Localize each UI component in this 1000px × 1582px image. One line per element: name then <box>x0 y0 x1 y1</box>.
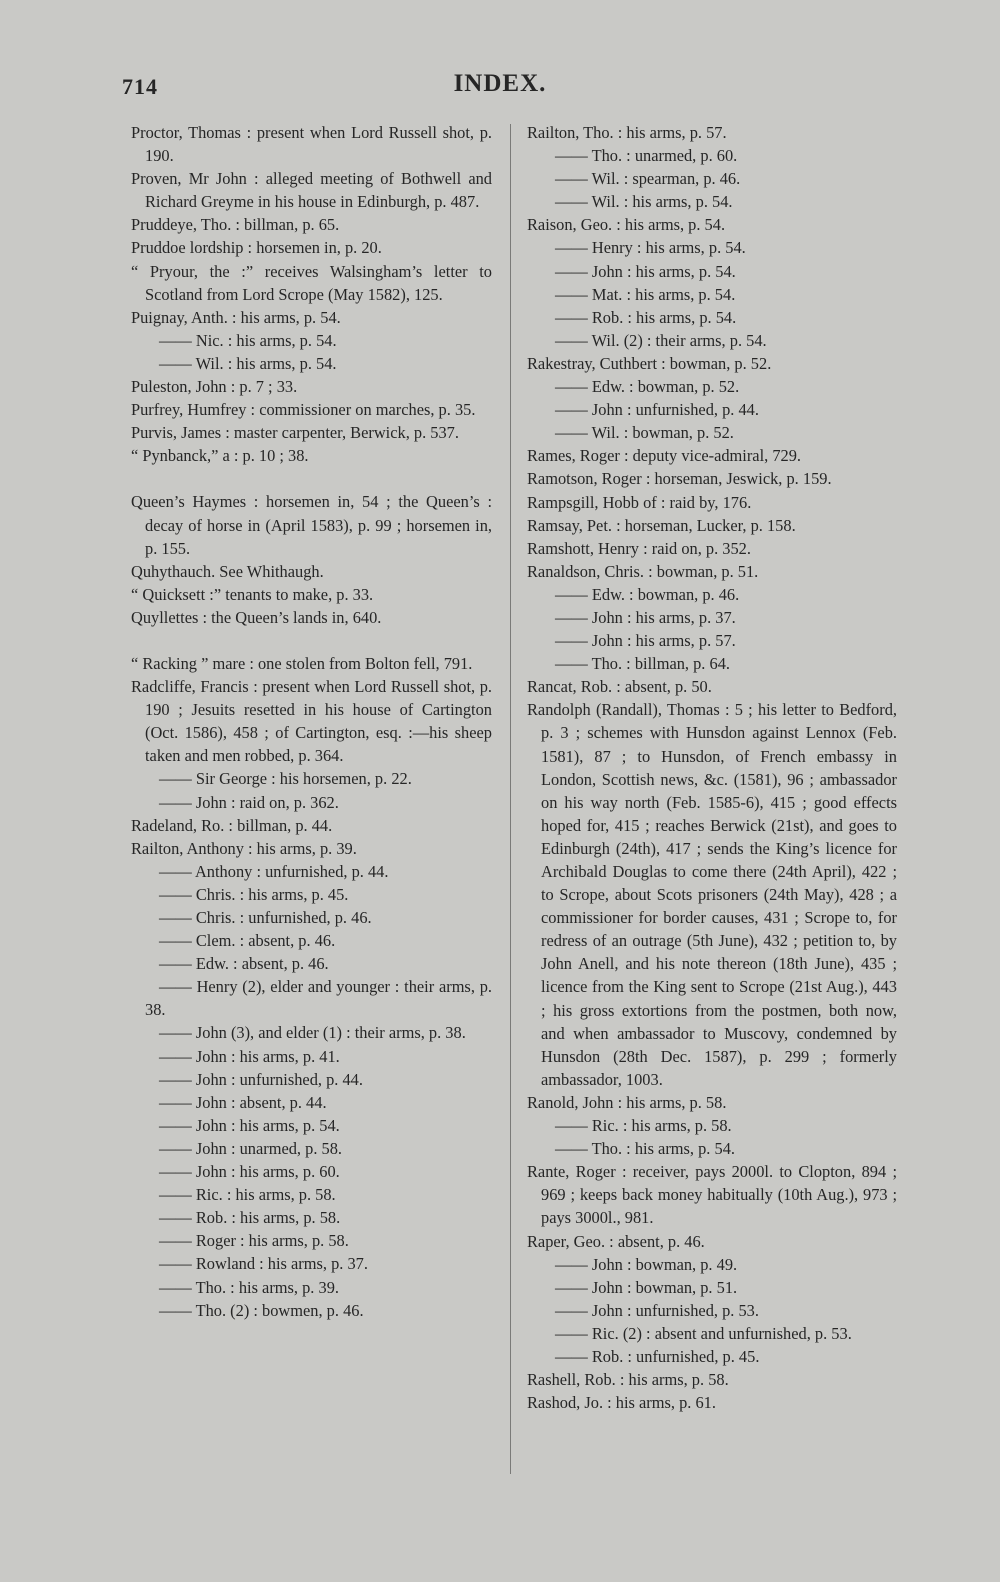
index-subentry: —— Rob. : his arms, p. 58. <box>159 1208 341 1228</box>
index-subentry: —— Edw. : bowman, p. 46. <box>555 584 740 604</box>
index-subentry: —— John : raid on, p. 362. <box>159 792 339 812</box>
index-entry: Quyllettes : the Queen’s lands in, 640. <box>131 607 382 627</box>
index-entry: Railton, Tho. : his arms, p. 57. <box>527 123 727 142</box>
index-entry: Pruddeye, Tho. : billman, p. 65. <box>131 215 340 235</box>
index-entry: Randolph (Randall), Thomas : 5 ; his letter to Bedford, p. 3 ; schemes with Hunsdon against Lennox (Feb. 1581), 87 ; to Hunsdon, of French embassy in London, Scottish news, &c. (1581), 96 ; ambassador on his way north (Feb. 1585-6), 415 ; good effects hoped for, 415 ; reaches Berwick (21st), and goes to Edinburgh (24th), 417 ; sends the King’s licence for Archibald Douglas to come there (24th April), 422 ; to Scrope, about Scots prisoners (24th May), 428 ; a commissioner for border causes, 431 ; Scrope to, for redress of an outrage (5th June), 432 ; petition to, by John Anell, and his note thereon (18th June), 435 ; licence from the King sent to Scrope (21st Aug.), 443 ; his gross extortions from the postmen, both now, and when ambassador to Muscovy, condemned by Hunsdon (28th Dec. 1587), p. 299 ; formerly ambassador, 1003. <box>527 700 897 1089</box>
index-entry: Rames, Roger : deputy vice-admiral, 729. <box>527 446 802 466</box>
index-entry: Raison, Geo. : his arms, p. 54. <box>527 215 726 235</box>
index-entry: Ranaldson, Chris. : bowman, p. 51. <box>527 561 759 581</box>
index-subentry: —— John (3), and elder (1) : their arms, p. 38. <box>159 1023 466 1043</box>
index-subentry: —— John : bowman, p. 51. <box>555 1277 738 1297</box>
index-subentry: —— John : absent, p. 44. <box>159 1092 327 1112</box>
index-subentry: —— Edw. : absent, p. 46. <box>159 954 329 974</box>
index-subentry: —— John : bowman, p. 49. <box>555 1254 738 1274</box>
index-subentry: —— Mat. : his arms, p. 54. <box>555 284 736 304</box>
index-subentry: —— John : unfurnished, p. 44. <box>555 400 759 420</box>
index-entry: Purvis, James : master carpenter, Berwick, p. 537. <box>131 423 459 443</box>
index-subentry: —— John : his arms, p. 54. <box>555 261 736 281</box>
column-rule <box>510 124 511 1474</box>
index-subentry: —— Rowland : his arms, p. 37. <box>159 1254 368 1274</box>
index-entry: Rakestray, Cuthbert : bowman, p. 52. <box>527 353 772 373</box>
index-subentry: —— Edw. : bowman, p. 52. <box>555 377 740 397</box>
index-subentry: —— Anthony : unfurnished, p. 44. <box>159 861 389 881</box>
index-subentry: —— John : his arms, p. 41. <box>159 1046 340 1066</box>
index-entry: Pruddoe lordship : horsemen in, p. 20. <box>131 238 382 258</box>
index-entry: Rante, Roger : receiver, pays 2000l. to Clopton, 894 ; 969 ; keeps back money habitually (10th Aug.), 973 ; pays 3000l., 981. <box>527 1162 897 1228</box>
index-entry: Proctor, Thomas : present when Lord Russell shot, p. 190. <box>131 123 492 166</box>
index-subentry: —— Sir George : his horsemen, p. 22. <box>159 769 412 789</box>
index-subentry: —— Tho. : his arms, p. 39. <box>159 1277 339 1297</box>
index-subentry: —— Wil. : his arms, p. 54. <box>159 353 337 373</box>
index-subentry: —— Ric. (2) : absent and unfurnished, p. 53. <box>555 1323 852 1343</box>
index-entry: “ Quicksett :” tenants to make, p. 33. <box>131 584 374 604</box>
index-entry: Radeland, Ro. : billman, p. 44. <box>131 815 333 835</box>
index-subentry: —— Ric. : his arms, p. 58. <box>159 1185 336 1205</box>
index-subentry: —— Chris. : unfurnished, p. 46. <box>159 908 372 927</box>
section-gap <box>131 629 492 652</box>
index-subentry: —— John : unfurnished, p. 53. <box>555 1300 759 1320</box>
index-entry: Proven, Mr John : alleged meeting of Bothwell and Richard Greyme in his house in Edinburgh, p. 487. <box>131 169 492 212</box>
section-gap <box>131 467 492 490</box>
index-subentry: —— Tho. : billman, p. 64. <box>555 654 730 674</box>
index-subentry: —— Tho. : his arms, p. 54. <box>555 1139 735 1159</box>
index-entry: Quhythauch. See Whithaugh. <box>131 561 324 581</box>
index-subentry: —— Chris. : his arms, p. 45. <box>159 884 349 904</box>
index-entry: Purfrey, Humfrey : commissioner on marches, p. 35. <box>131 400 476 420</box>
index-subentry: —— Ric. : his arms, p. 58. <box>555 1116 732 1136</box>
index-column-right <box>527 121 897 1414</box>
index-entry: Ramshott, Henry : raid on, p. 352. <box>527 538 751 558</box>
index-entry: Rampsgill, Hobb of : raid by, 176. <box>527 492 752 512</box>
index-subentry: —— John : unfurnished, p. 44. <box>159 1069 363 1089</box>
index-entry: Ranold, John : his arms, p. 58. <box>527 1092 727 1112</box>
index-subentry: —— Henry : his arms, p. 54. <box>555 238 746 258</box>
index-subentry: —— Henry (2), elder and younger : their arms, p. 38. <box>145 977 492 1020</box>
index-entry: Raper, Geo. : absent, p. 46. <box>527 1231 705 1251</box>
page-number: 714 <box>122 74 158 99</box>
index-entry: Radcliffe, Francis : present when Lord Russell shot, p. 190 ; Jesuits resetted in his house of Cartington (Oct. 1586), 458 ; of Cartington, esq. :—his sheep taken and men robbed, p. 364. <box>131 677 492 766</box>
index-subentry: —— John : unarmed, p. 58. <box>159 1138 343 1158</box>
index-subentry: —— Roger : his arms, p. 58. <box>159 1231 349 1251</box>
index-subentry: —— Wil. : bowman, p. 52. <box>555 423 734 443</box>
index-entry: “ Racking ” mare : one stolen from Bolton fell, 791. <box>131 653 473 673</box>
index-subentry: —— Wil. : his arms, p. 54. <box>555 192 733 212</box>
index-subentry: —— Tho. : unarmed, p. 60. <box>555 146 738 166</box>
index-subentry: —— Rob. : unfurnished, p. 45. <box>555 1346 760 1366</box>
index-entry: “ Pryour, the :” receives Walsingham’s letter to Scotland from Lord Scrope (May 1582), 125. <box>131 261 492 304</box>
index-entry: Ramsay, Pet. : horseman, Lucker, p. 158. <box>527 515 796 535</box>
index-column-left <box>131 121 492 1322</box>
index-entry: Rashell, Rob. : his arms, p. 58. <box>527 1370 729 1390</box>
index-subentry: —— Wil. : spearman, p. 46. <box>555 169 741 189</box>
index-subentry: —— John : his arms, p. 57. <box>555 631 736 651</box>
index-subentry: —— John : his arms, p. 60. <box>159 1162 340 1182</box>
index-subentry: —— John : his arms, p. 54. <box>159 1115 340 1135</box>
index-entry: Rancat, Rob. : absent, p. 50. <box>527 677 712 697</box>
index-entry: Queen’s Haymes : horsemen in, 54 ; the Queen’s : decay of horse in (April 1583), p. 99 ; horsemen in, p. 155. <box>131 492 492 558</box>
index-entry: Rashod, Jo. : his arms, p. 61. <box>527 1393 716 1413</box>
index-subentry: —— John : his arms, p. 37. <box>555 607 736 627</box>
index-entry: Puignay, Anth. : his arms, p. 54. <box>131 307 341 327</box>
running-head: INDEX. <box>453 70 547 97</box>
index-entry: Railton, Anthony : his arms, p. 39. <box>131 838 357 858</box>
index-subentry: —— Wil. (2) : their arms, p. 54. <box>555 330 767 350</box>
index-subentry: —— Rob. : his arms, p. 54. <box>555 307 737 327</box>
index-entry: Ramotson, Roger : horseman, Jeswick, p. 159. <box>527 469 832 489</box>
index-subentry: —— Nic. : his arms, p. 54. <box>159 330 337 350</box>
index-entry: Puleston, John : p. 7 ; 33. <box>131 377 298 397</box>
index-subentry: —— Tho. (2) : bowmen, p. 46. <box>159 1300 364 1320</box>
index-subentry: —— Clem. : absent, p. 46. <box>159 931 336 951</box>
index-entry: “ Pynbanck,” a : p. 10 ; 38. <box>131 446 309 466</box>
